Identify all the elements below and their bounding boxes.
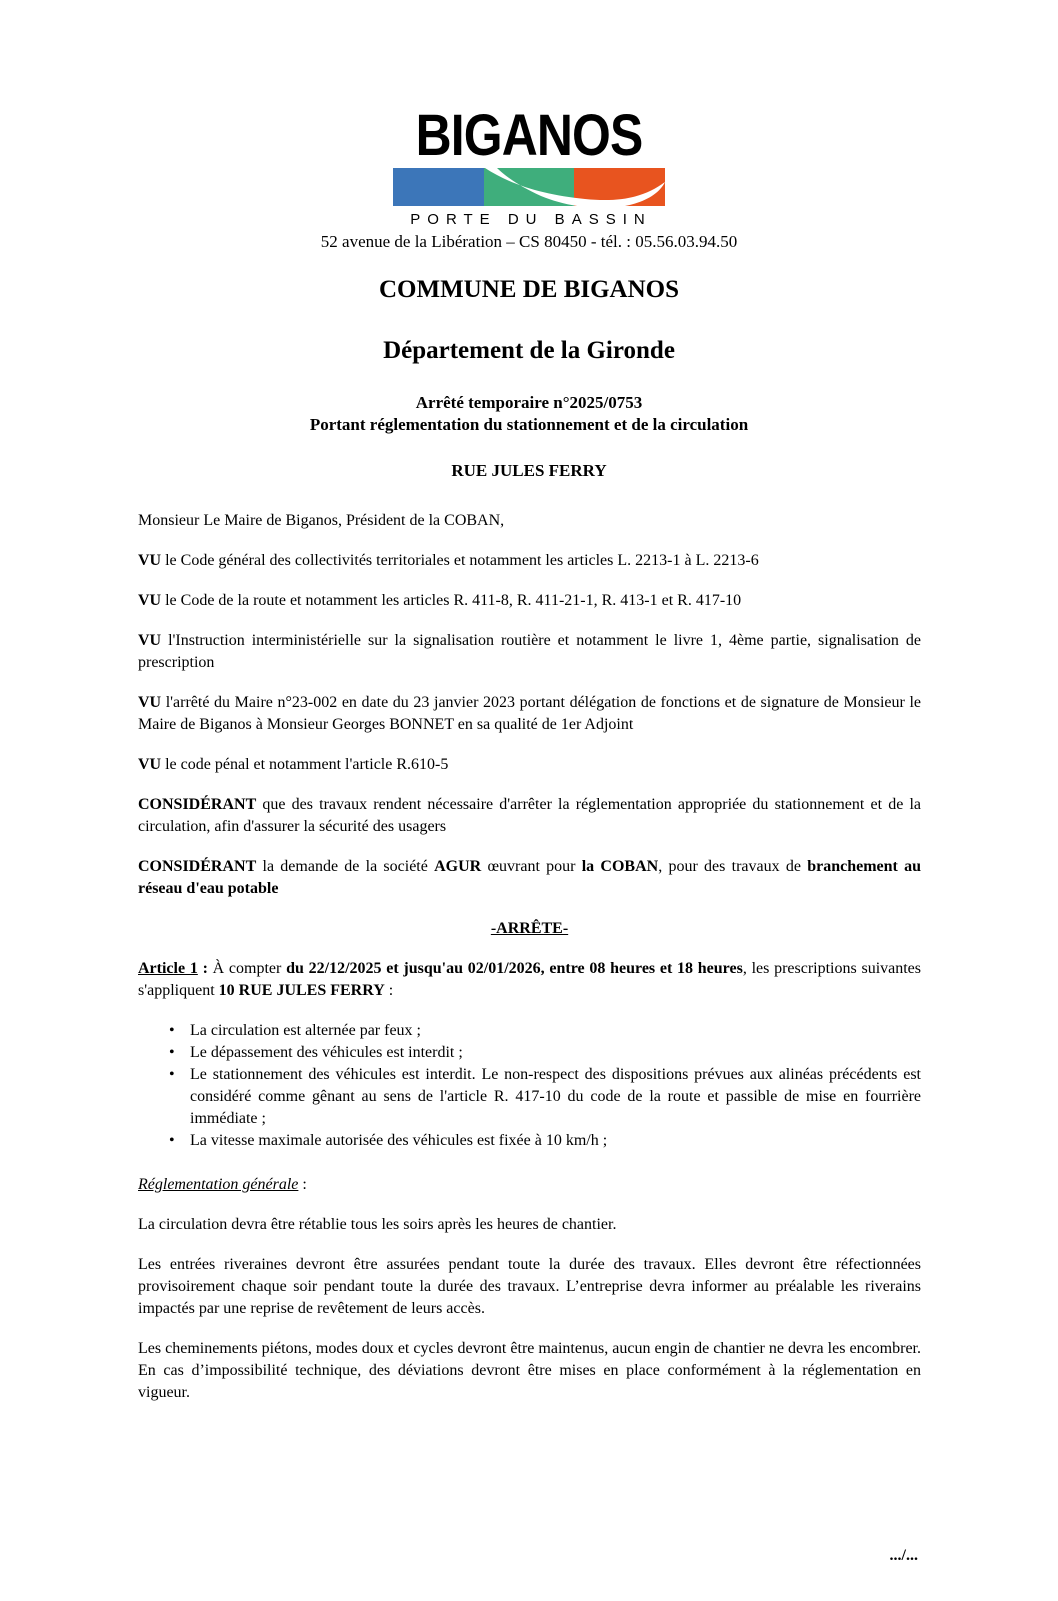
arrete-title [0,392,1058,436]
general-paragraph: Les entrées riveraines devront être assurées pendant toute la durée des travaux. Elles devront être réfectionnées provisoirement chaque soir pendant toute la durée des travaux. L’entreprise devra informer au préalable les riverains impactés par une reprise de revêtement de leurs accès. [138,1256,921,1317]
paragraph-text: À compter [212,960,287,977]
reglementation-title: Réglementation générale [138,1176,299,1193]
vu-paragraph [138,754,921,776]
reglementation-colon: : [298,1176,307,1193]
works-description: branchement au réseau d'eau potable [138,858,922,897]
considerant-keyword: CONSIDÉRANT [138,796,257,813]
vu-keyword: VU [138,552,162,569]
vu-keyword: VU [138,632,162,649]
article1-separator: : [197,960,213,977]
paragraph-text: l'arrêté du Maire n°23-002 en date du 23 janvier 2023 portant délégation de fonctions et de signature de Monsieur le Maire de Biganos à Monsieur Georges BONNET en sa qualité de 1er Adjoint [138,694,921,733]
departement-title: Département de la Gironde [383,337,675,364]
list-item: • Le dépassement des véhicules est interdit ; [190,1042,921,1064]
paragraph-text: , pour des travaux de [658,858,808,875]
vu-paragraph [138,550,921,572]
vu-keyword: VU [138,592,162,609]
general-paragraph: Les cheminements piétons, modes doux et cycles devront être maintenus, aucun engin de chantier ne devra les encombrer. En cas d’impossibilité technique, des déviations devront être mises en place conformément à la réglementation en vigueur. [138,1340,921,1401]
intro-paragraph: Monsieur Le Maire de Biganos, Président de la COBAN, [138,512,505,529]
vu-keyword: VU [138,756,162,773]
considerant-paragraph [138,794,921,838]
logo-tagline: PORTE DU BASSIN [410,211,652,228]
paragraph-text: , les prescriptions suivantes s'appliquent [138,960,922,999]
document-page [0,104,1058,1601]
article1-address: 10 RUE JULES FERRY [218,982,385,999]
paragraph-text: l'Instruction interministérielle sur la signalisation routière et notamment le livre 1, 4ème partie, signalisation de prescription [138,632,921,671]
considerant-paragraph [138,856,921,900]
paragraph-text: que des travaux rendent nécessaire d'arrêter la réglementation appropriée du stationnement et de la circulation, afin d'assurer la sécurité des usagers [138,796,921,835]
company-name: AGUR [434,858,482,875]
address-line: 52 avenue de la Libération – CS 80450 - tél. : 05.56.03.94.50 [320,232,738,251]
paragraph-text: le code pénal et notamment l'article R.610-5 [161,756,449,773]
document-body [138,510,921,1404]
paragraph-text: le Code général des collectivités territoriales et notamment les articles L. 2213-1 à L. 2213-6 [161,552,759,569]
arrete-heading [138,918,921,940]
commune-title: COMMUNE DE BIGANOS [378,276,679,303]
document-header [0,104,1058,482]
biganos-logo [0,104,1058,228]
paragraph-text: œuvrant pour [481,858,582,875]
arrete-subject: Portant réglementation du stationnement et de la circulation [309,415,749,434]
paragraph-text: la demande de la société [256,858,435,875]
logo-wordmark: BIGANOS [415,103,643,168]
reglementation-heading [138,1174,921,1196]
arrete-number: Arrêté temporaire n°2025/0753 [415,393,643,412]
vu-paragraph [138,692,921,736]
paragraph-text: le Code de la route et notamment les articles R. 411-8, R. 411-21-1, R. 413-1 et R. 417-10 [161,592,742,609]
vu-paragraph [138,630,921,674]
list-item: • La vitesse maximale autorisée des véhicules est fixée à 10 km/h ; [190,1130,921,1152]
wave-icon [393,168,665,206]
paragraph-text: : [384,982,394,999]
organization-name: la COBAN [581,858,659,875]
wave-shape [485,168,665,206]
arrete-heading-text: -ARRÊTE- [490,920,569,937]
vu-keyword: VU [138,694,162,711]
list-item: • Le stationnement des véhicules est interdit. Le non-respect des dispositions prévues aux alinéas précédents est considéré comme gênant au sens de l'article R. 417-10 du code de la route et passible de mise en fourrière immédiate ; [190,1064,921,1130]
logo-band [393,168,665,206]
street-title: RUE JULES FERRY [451,461,607,480]
page-continuation: .../... [889,1547,918,1564]
list-item: • La circulation est alternée par feux ; [190,1020,921,1042]
prescriptions-list [138,1020,921,1152]
article1-dates: du 22/12/2025 et jusqu'au 02/01/2026, entre 08 heures et 18 heures [286,960,743,977]
vu-paragraph [138,590,921,612]
general-paragraph: La circulation devra être rétablie tous les soirs après les heures de chantier. [138,1216,617,1233]
article1-paragraph [138,958,921,1002]
article1-label: Article 1 [138,960,198,977]
considerant-keyword: CONSIDÉRANT [138,858,257,875]
